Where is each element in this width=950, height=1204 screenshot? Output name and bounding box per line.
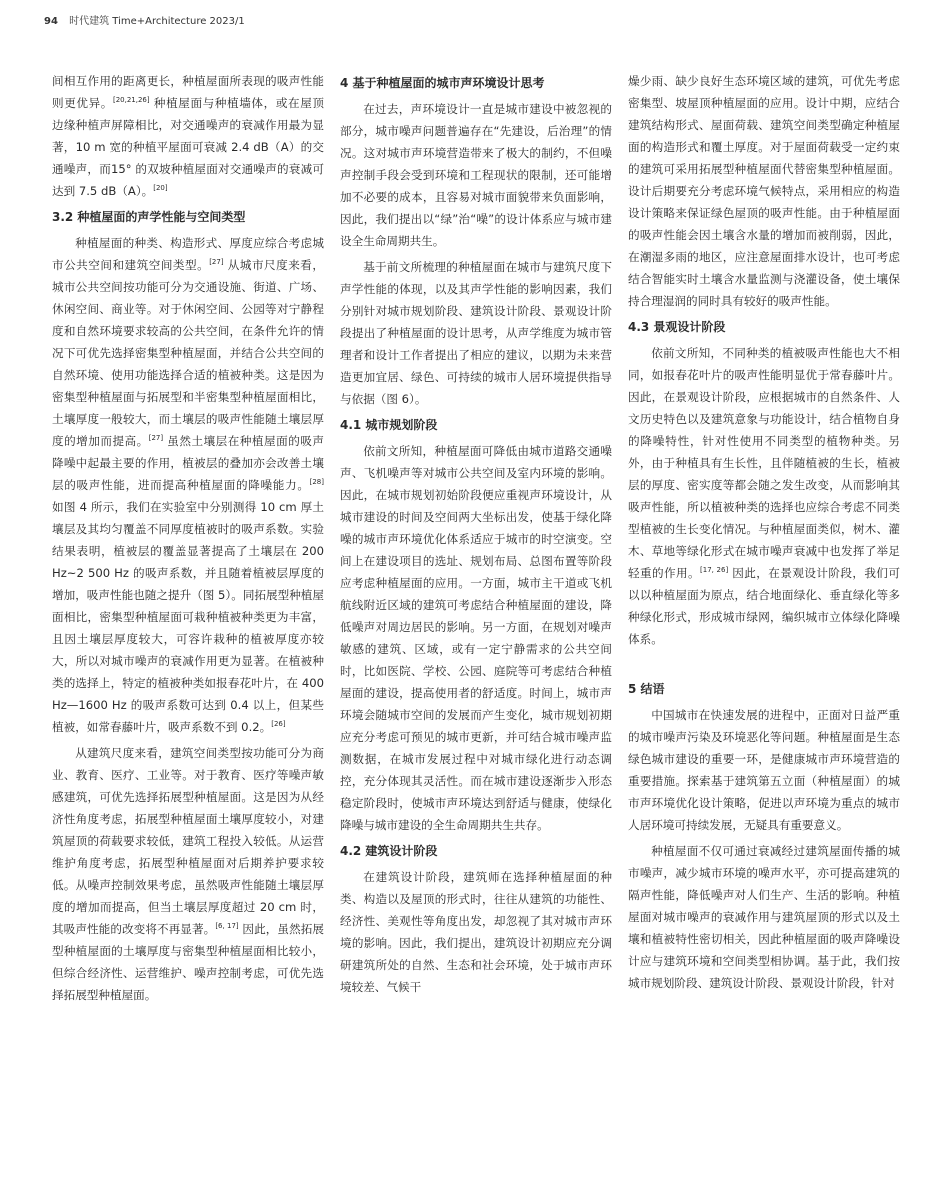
citation-ref: [20] xyxy=(153,184,168,193)
section-gap xyxy=(628,654,900,676)
section-heading: 5 结语 xyxy=(628,682,665,696)
citation-ref: [27] xyxy=(148,434,164,443)
running-header xyxy=(44,12,245,27)
body-paragraph: 在过去，声环境设计一直是城市建设中被忽视的部分，城市噪声问题普遍存在“先建设，后治理”的情况。这对城市声环境营造带来了极大的制约，不但噪声控制手段会受到环境和工程现状的限制，还可能增加不必要的成本，且容易对城市面貌带来负面影响，因此，我们提出以“绿”治“噪”的设计体系应与城市建设全生命周期共生。 xyxy=(340,102,612,248)
body-paragraph: 依前文所知，种植屋面可降低由城市道路交通噪声、飞机噪声等对城市公共空间及室内环境的影响。因此，在城市规划初始阶段便应重视声环境设计，从城市建设的时间及空间两大坐标出发，使基于绿化降噪的城市声环境优化体系适应于城市的时空演变。空间上在建设项目的选址、规划布局、总图布置等阶段应考虑种植屋面的应用。一方面，城市主干道或飞机航线附近区域的建筑可考虑结合种植屋面的建设，降低噪声对周边居民的影响。另一方面，在规划对噪声敏感的建筑、区域，或有一定宁静需求的公共空间时，比如医院、学校、公园、庭院等可考虑结合种植屋面的建设，提高使用者的舒适度。时间上，城市声环境会随城市空间的发展而产生变化，城市规划初期应充分考虑可预见的城市更新，并可结合城市噪声监测数据，在城市发展过程中对城市绿化进行动态调控，充分体现其灵活性。而在城市建设逐渐步入形态稳定阶段时，使城市声环境达到舒适与健康，使绿化降噪与城市建设的全生命周期共生共存。 xyxy=(340,444,612,832)
citation-ref: [27] xyxy=(209,258,224,267)
citation-ref: [6, 17] xyxy=(215,922,239,931)
column-3 xyxy=(628,70,900,998)
body-paragraph: 种植屋面不仅可通过衰减经过建筑屋面传播的城市噪声，减少城市环境的噪声水平，亦可提高建筑的隔声性能，降低噪声对人们生产、生活的影响。种植屋面对城市噪声的衰减作用与建筑屋顶的形式以及土壤和植被特性密切相关，因此种植屋面的吸声降噪设计应与建筑环境和空间类型相协调。基于此，我们按城市规划阶段、建筑设计阶段、景观设计阶段，针对 xyxy=(628,844,900,990)
body-paragraph: 燥少雨、缺少良好生态环境区域的建筑，可优先考虑密集型、坡屋顶种植屋面的应用。设计中期，应结合建筑结构形式、屋面荷载、建筑空间类型确定种植屋面的构造形式和覆土厚度。对于屋面荷载受一定约束的建筑可采用拓展型种植屋面代替密集型种植屋面。设计后期要充分考虑环境气候特点，采用相应的构造设计策略来保证绿色屋顶的吸声性能。由于种植屋面的吸声性能会因土壤含水量的增加而被削弱，因此，在潮湿多雨的地区，应注意屋面排水设计，也可考虑结合智能实时土壤含水量监测与浇灌设备，使土壤保持合理湿润的同时具有较好的吸声性能。 xyxy=(628,74,900,308)
body-paragraph: 在建筑设计阶段，建筑师在选择种植屋面的种类、构造以及屋顶的形式时，往往从建筑的功能性、经济性、美观性等角度出发，却忽视了其对城市声环境的影响。因此，我们提出，建筑设计初期应充分调研建筑所处的自然、生态和社会环境，处于城市声环境较差、气候干 xyxy=(340,870,612,994)
column-2 xyxy=(340,70,612,1002)
column-1 xyxy=(52,70,324,1010)
citation-ref: [20,21,26] xyxy=(112,96,150,105)
citation-ref: [17, 26] xyxy=(700,566,729,575)
section-heading: 4.1 城市规划阶段 xyxy=(340,418,438,432)
body-paragraph: 依前文所知，不同种类的植被吸声性能也大不相同，如报春花叶片的吸声性能明显优于常春藤叶片。因此，在景观设计阶段，应根据城市的自然条件、人文历史特色以及建筑意象与功能设计，结合植物自身的降噪特性，针对性使用不同类型的植物种类。另外，由于种植具有生长性，且伴随植被的生长，植被层的厚度、密实度等都会随之发生改变，从而影响其吸声性能，所以植被种类的选择也应综合考虑不同类型植被的生长变化情况。与种植屋面类似，树木、灌木、草地等绿化形式在城市噪声衰减中也发挥了举足轻重的作用。[17, 26] 因此，在景观设计阶段，我们可以以种植屋面为原点，结合地面绿化、垂直绿化等多种绿化形式，形成城市绿网，编织城市立体绿化降噪体系。 xyxy=(628,346,900,646)
body-paragraph: 种植屋面的种类、构造形式、厚度应综合考虑城市公共空间和建筑空间类型。[27] 从城市尺度来看，城市公共空间按功能可分为交通设施、街道、广场、休闲空间、商业等。对于休闲空间、公园等对宁静程度和自然环境要求较高的公共空间，在条件允许的情况下可优先选择密集型种植屋面，并结合公共空间的自然环境、使用功能选择合适的植被种类。这是因为密集型种植屋面与拓展型和半密集型种植屋面相比，土壤厚度一般较大，而土壤层的吸声性能随土壤层厚度的增加而提高。[27] 虽然土壤层在种植屋面的吸声降噪中起最主要的作用，植被层的叠加亦会改善土壤层的吸声性能，进而提高种植屋面的降噪能力。[28] 如图 4 所示，我们在实验室中分别测得 10 cm 厚土壤层及其均匀覆盖不同厚度植被时的吸声系数。实验结果表明，植被层的覆盖显著提高了土壤层在 200 Hz~2 500 Hz 的吸声系数，并且随着植被层厚度的增加，吸声性能也随之提升（图 5）。同拓展型种植屋面相比，密集型种植屋面可栽种植被种类更为丰富，且因土壤层厚度较大，可容许栽种的植被厚度亦较大，所以对城市噪声的衰减作用更为显著。在植被种类的选择上，特定的植被种类如报春花叶片，在 400 Hz—1600 Hz 的吸声系数可达到 0.4 以上，但某些植被，如常春藤叶片，吸声系数不到 0.2。[26] xyxy=(52,236,324,734)
body-paragraph: 间相互作用的距离更长，种植屋面所表现的吸声性能则更优异。[20,21,26] 种植屋面与种植墙体，或在屋顶边缘种植声屏障相比，对交通噪声的衰减作用最为显著，10 m 宽的种植平屋面可衰减 2.4 dB（A）的交通噪声，而15° 的双坡种植屋面对交通噪声的衰减可达到 7.5 dB（A）。[20] xyxy=(52,74,324,198)
body-paragraph: 基于前文所梳理的种植屋面在城市与建筑尺度下声学性能的体现，以及其声学性能的影响因素，我们分别针对城市规划阶段、建筑设计阶段、景观设计阶段提出了种植屋面的设计思考，从声学维度为城市管理者和设计工作者提出了相应的建议，以期为未来营造更加宜居、绿色、可持续的城市人居环境提供指导与依据（图 6）。 xyxy=(340,260,612,406)
body-paragraph: 中国城市在快速发展的进程中，正面对日益严重的城市噪声污染及环境恶化等问题。种植屋面是生态绿色城市建设的重要一环，是健康城市声环境营造的重要措施。探索基于建筑第五立面（种植屋面）的城市声环境优化设计策略，促进以声环境为重点的城市人居环境可持续发展，无疑具有重要意义。 xyxy=(628,708,900,832)
section-heading: 4.2 建筑设计阶段 xyxy=(340,844,438,858)
section-heading: 3.2 种植屋面的声学性能与空间类型 xyxy=(52,210,246,224)
body-paragraph: 从建筑尺度来看，建筑空间类型按功能可分为商业、教育、医疗、工业等。对于教育、医疗等噪声敏感建筑，可优先选择拓展型种植屋面。这是因为从经济性角度考虑，拓展型种植屋面土壤厚度较小，对建筑屋顶的荷载要求较低，建筑工程投入较低。从运营维护角度考虑，拓展型种植屋面对后期养护要求较低。从噪声控制效果考虑，虽然吸声性能随土壤层厚度的增加而提高，但当土壤层厚度超过 20 cm 时，其吸声性能的改变将不再显著。[6, 17] 因此，虽然拓展型种植屋面的土壤厚度与密集型种植屋面相比较小，但综合经济性、运营维护、噪声控制考虑，可优先选择拓展型种植屋面。 xyxy=(52,746,324,1002)
page-number: 94 xyxy=(44,16,58,27)
journal-title: 时代建筑 Time+Architecture 2023/1 xyxy=(69,16,245,27)
citation-ref: [26] xyxy=(271,720,286,729)
citation-ref: [28] xyxy=(309,478,324,487)
section-heading: 4.3 景观设计阶段 xyxy=(628,320,726,334)
section-heading: 4 基于种植屋面的城市声环境设计思考 xyxy=(340,76,545,90)
